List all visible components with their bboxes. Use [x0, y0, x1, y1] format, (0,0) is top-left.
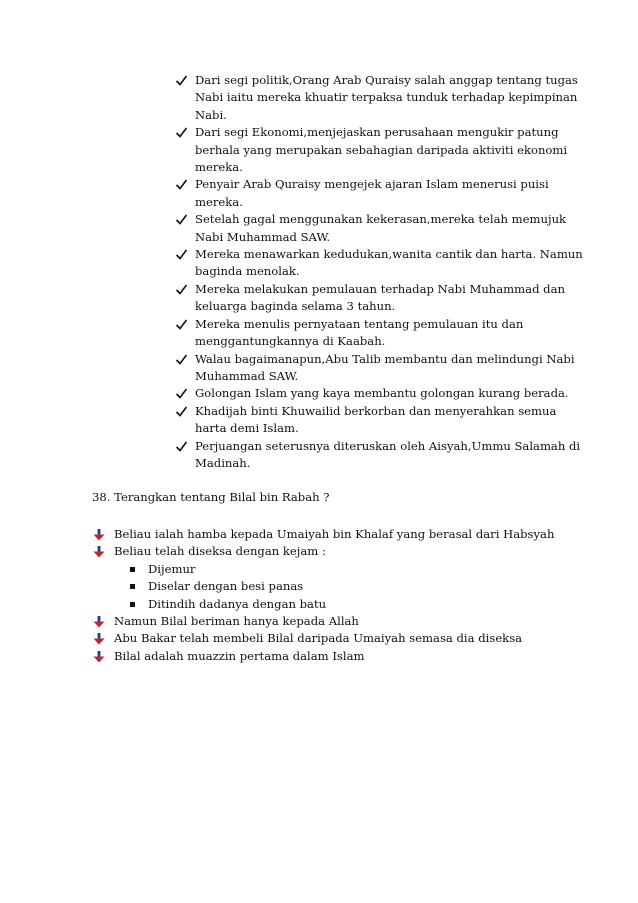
- checklist-line: Nabi iaitu mereka khuatir terpaksa tunduk terhadap kepimpinan: [195, 90, 578, 105]
- checklist-item: [175, 124, 568, 176]
- checklist-line: Khadijah binti Khuwailid berkorban dan menyerahkan semua: [195, 403, 557, 418]
- checklist: [175, 72, 583, 472]
- checklist-line: Mereka menawarkan kedudukan,wanita cantik dan harta. Namun: [195, 247, 583, 262]
- checklist-line: keluarga baginda selama 3 tahun.: [195, 299, 396, 314]
- arrow-down-icon: [93, 651, 105, 663]
- square-bullet-icon: [130, 602, 135, 607]
- arrow-down-icon: [93, 633, 105, 645]
- checklist-item: [175, 438, 581, 473]
- answer-text: Bilal adalah muazzin pertama dalam Islam: [114, 648, 365, 663]
- checklist-line: Walau bagaimanapun,Abu Talib membantu dan melindungi Nabi: [195, 351, 575, 366]
- checklist-item: [175, 403, 565, 438]
- checklist-item: [175, 385, 569, 402]
- checklist-line: berhala yang merupakan sebahagian daripada aktiviti ekonomi: [195, 142, 568, 157]
- checklist-line: baginda menolak.: [195, 264, 300, 279]
- check-icon: [175, 283, 188, 296]
- square-bullet-icon: [130, 584, 135, 589]
- sub-list: [92, 561, 572, 613]
- check-icon: [175, 353, 188, 366]
- check-icon: [175, 318, 188, 331]
- checklist-line: menggantungkannya di Kaabah.: [195, 334, 386, 349]
- checklist-line: Nabi Muhammad SAW.: [195, 229, 331, 244]
- checklist-line: Penyair Arab Quraisy mengejek ajaran Islam menerusi puisi: [195, 177, 549, 192]
- arrow-down-icon: [93, 529, 105, 541]
- answer-item: [92, 648, 572, 665]
- check-icon: [175, 74, 188, 87]
- square-bullet-icon: [130, 567, 135, 572]
- sub-list-item: [130, 596, 572, 613]
- answer-item: [92, 613, 572, 630]
- checklist-line: mereka.: [195, 160, 243, 175]
- check-icon: [175, 248, 188, 261]
- checklist-line: mereka.: [195, 194, 243, 209]
- checklist-line: Muhammad SAW.: [195, 368, 299, 383]
- answer-item: [92, 630, 572, 647]
- answer-list: [92, 526, 572, 665]
- checklist-item: [175, 176, 565, 211]
- check-icon: [175, 387, 188, 400]
- sub-list-wrapper: [92, 561, 572, 613]
- check-icon: [175, 213, 188, 226]
- answer-item: [92, 526, 572, 543]
- checklist-line: Mereka menulis pernyataan tentang pemulauan itu dan: [195, 316, 524, 331]
- arrow-down-icon: [93, 616, 105, 628]
- check-icon: [175, 405, 188, 418]
- answer-text: Beliau ialah hamba kepada Umaiyah bin Khalaf yang berasal dari Habsyah: [114, 527, 555, 541]
- checklist-item: [175, 351, 575, 386]
- checklist-line: Dari segi politik,Orang Arab Quraisy salah anggap tentang tugas: [195, 73, 578, 87]
- checklist-line: Setelah gagal menggunakan kekerasan,mereka telah memujuk: [195, 212, 567, 227]
- checklist-line: Mereka melakukan pemulauan terhadap Nabi Muhammad dan: [195, 281, 565, 296]
- check-icon: [175, 126, 188, 139]
- checklist-item: [175, 211, 565, 246]
- checklist-item: [175, 316, 565, 351]
- answer-text: Abu Bakar telah membeli Bilal daripada Umaiyah semasa dia diseksa: [114, 631, 523, 646]
- check-icon: [175, 440, 188, 453]
- checklist-line: Golongan Islam yang kaya membantu golongan kurang berada.: [195, 386, 569, 401]
- checklist-line: Dari segi Ekonomi,menjejaskan perusahaan mengukir patung: [195, 125, 559, 140]
- sub-list-item: [130, 578, 572, 595]
- sub-list-text: Dijemur: [148, 561, 196, 576]
- checklist-line: Nabi.: [195, 107, 227, 122]
- checklist-line: Perjuangan seterusnya diteruskan oleh Aisyah,Ummu Salamah di: [195, 438, 581, 453]
- checklist-line: Madinah.: [195, 455, 251, 470]
- answer-text: Namun Bilal beriman hanya kepada Allah: [114, 614, 359, 629]
- question-38: 38. Terangkan tentang Bilal bin Rabah ?: [92, 490, 330, 504]
- answer-text: Beliau telah diseksa dengan kejam :: [114, 544, 326, 559]
- checklist-item: [175, 72, 578, 124]
- sub-list-text: Diselar dengan besi panas: [148, 579, 304, 594]
- sub-list-item: [130, 561, 572, 578]
- check-icon: [175, 178, 188, 191]
- checklist-item: [175, 246, 583, 281]
- arrow-down-icon: [93, 546, 105, 558]
- checklist-item: [175, 281, 565, 316]
- checklist-line: harta demi Islam.: [195, 421, 299, 436]
- sub-list-text: Ditindih dadanya dengan batu: [148, 596, 327, 611]
- answer-item: [92, 543, 572, 560]
